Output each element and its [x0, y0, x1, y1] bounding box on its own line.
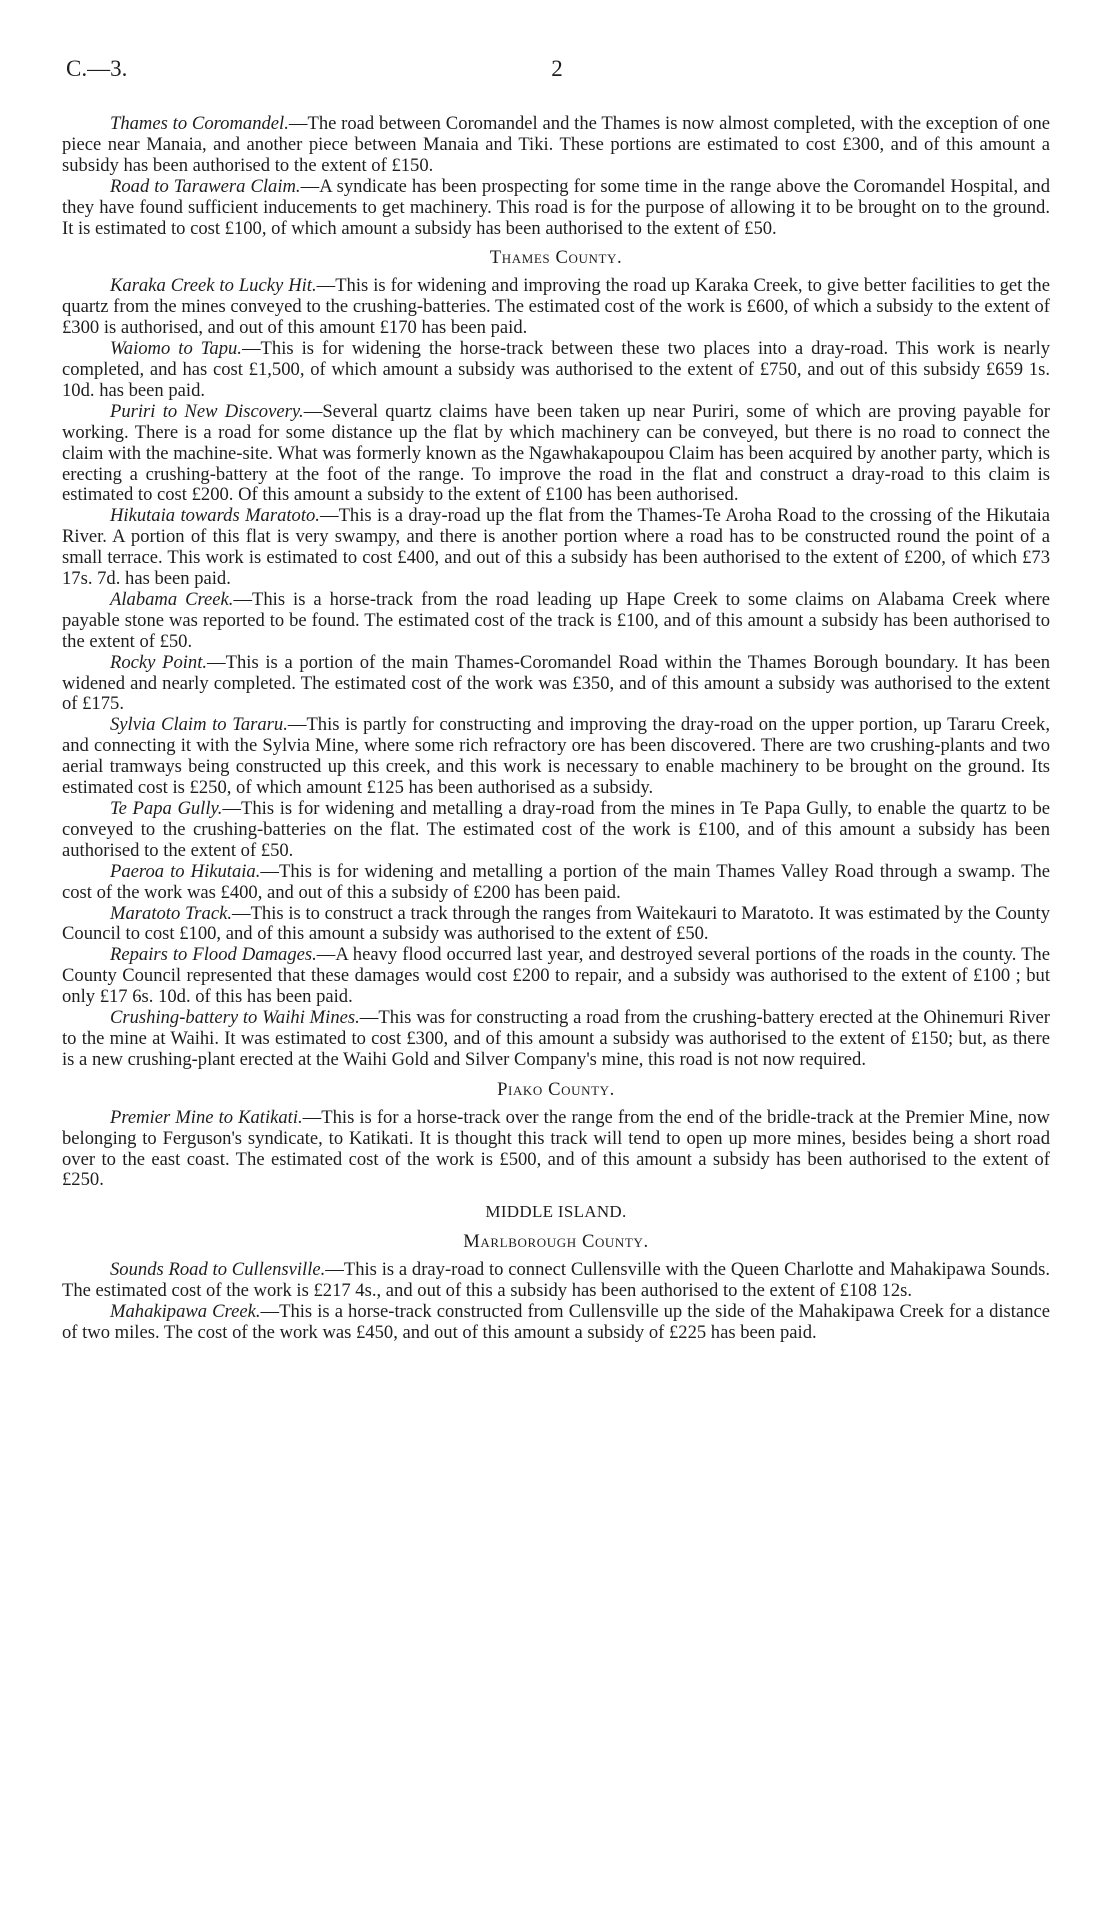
- paragraph: [62, 1302, 1050, 1344]
- paragraph: [62, 114, 1050, 177]
- paragraph: [62, 590, 1050, 653]
- paragraph: [62, 862, 1050, 904]
- paragraph-body: —This is partly for constructing and improving the dray-road on the upper portion, up Tararu Creek, and connecting it with the Sylvia Mine, where some rich refractory ore has been discovered. There are two crushing-plants and two aerial tramways being constructed up this creek, and this work is necessary to enable machinery to be brought on the ground. Its estimated cost is £250, of which amount £125 has been authorised as a subsidy.: [62, 714, 1050, 799]
- paragraph-title: Waiomo to Tapu.: [110, 338, 242, 360]
- paragraph-body: —The road between Coromandel and the Thames is now almost completed, with the exception of one piece near Manaia, and another piece between Manaia and Tiki. These portions are estimated to cost £300, and of this amount a subsidy has been authorised to the extent of £150.: [62, 113, 1050, 176]
- page-number: 2: [551, 56, 563, 81]
- paragraph-title: Thames to Coromandel.: [110, 113, 289, 134]
- paragraph-body: —A heavy flood occurred last year, and destroyed several portions of the roads in the county. The County Council represented that these damages would cost £200 to repair, and a subsidy was authorised to the extent of £100 ; but only £17 6s. 10d. of this has been paid.: [62, 944, 1050, 1008]
- paragraph-title: Paeroa to Hikutaia.: [110, 860, 261, 882]
- paragraph-title: Mahakipawa Creek.: [110, 1300, 261, 1322]
- paragraph: [62, 276, 1050, 339]
- paragraph-body: —This is a dray-road up the flat from the Thames-Te Aroha Road to the crossing of the Hikutaia River. A portion of this flat is very swampy, and there is another portion where a road has to be constructed round the point of a small terrace. This work is estimated to cost £400, and out of this a subsidy has been authorised to the extent of £200, of which £73 17s. 7d. has been paid.: [62, 505, 1051, 590]
- paragraph-body: —This is for a horse-track over the range from the end of the bridle-track at the Premier Mine, now belonging to Ferguson's syndicate, to Katikati. It is thought this track will tend to open up more mines, besides being a short road over to the east coast. The estimated cost of the work is £500, and of this amount a subsidy has been authorised to the extent of £250.: [62, 1106, 1050, 1191]
- paragraph-title: Road to Tarawera Claim.: [110, 175, 301, 197]
- section-heading: Piako County.: [497, 1078, 615, 1100]
- paragraph-title: Alabama Creek.: [110, 588, 234, 610]
- paragraph-body: —This is for widening and improving the road up Karaka Creek, to give better facilities to get the quartz from the mines conveyed to the crushing-batteries. The estimated cost of the work is £600, of which a subsidy to the extent of £300 is authorised, and out of this amount £170 has been paid.: [62, 275, 1050, 339]
- paragraph-title: Sylvia Claim to Tararu.: [110, 714, 288, 736]
- paragraph-title: Maratoto Track.: [110, 902, 232, 924]
- paragraph-body: —This is to construct a track through the ranges from Waitekauri to Maratoto. It was estimated by the County Council to cost £100, and of this amount a subsidy was authorised to the extent of £50.: [62, 902, 1050, 945]
- paragraph: [62, 799, 1050, 862]
- paragraph-body: —This is a horse-track constructed from Cullensville up the side of the Mahakipawa Creek for a distance of two miles. The cost of the work was £450, and out of this amount a subsidy of £225 has been paid.: [62, 1300, 1050, 1343]
- paragraph: [62, 715, 1050, 799]
- paragraph-body: —This is for widening and metalling a portion of the main Thames Valley Road through a swamp. The cost of the work was £400, and out of this a subsidy of £200 has been paid.: [62, 860, 1050, 903]
- paragraph: [62, 339, 1050, 402]
- paragraph-body: —This is for widening the horse-track between these two places into a dray-road. This work is nearly completed, and has cost £1,500, of which amount a subsidy was authorised to the extent of £750, and out of this subsidy £659 1s. 10d. has been paid.: [62, 338, 1050, 401]
- paragraph: [62, 904, 1050, 946]
- paragraph-title: Hikutaia towards Maratoto.: [110, 505, 320, 527]
- paragraph-body: —Several quartz claims have been taken up near Puriri, some of which are proving payable for working. There is a road for some distance up the flat by which machinery can be conveyed, but there is no road to connect the claim with the machine-site. What was formerly known as the Ngawhakapoupou Claim has been acquired by another party, which is erecting a crushing-battery at the foot of the range. To improve the road in the flat and construct a dray-road to this claim is estimated to cost £200. Of this amount a subsidy to the extent of £100 has been authorised.: [62, 400, 1050, 506]
- paragraph-title: Sounds Road to Cullensville.: [110, 1259, 326, 1281]
- section-heading: Marlborough County.: [463, 1231, 649, 1253]
- paragraph-title: Repairs to Flood Damages.: [110, 944, 317, 966]
- document-body: [62, 114, 1050, 1344]
- document-reference: C.—3.: [66, 56, 128, 81]
- paragraph: [62, 1108, 1050, 1192]
- paragraph-title: Premier Mine to Katikati.: [110, 1106, 303, 1128]
- page-header: [66, 56, 1048, 86]
- paragraph: [62, 1260, 1050, 1302]
- paragraph-body: —This is a portion of the main Thames-Coromandel Road within the Thames Borough boundary. It has been widened and nearly completed. The estimated cost of the work was £350, and of this amount a subsidy was authorised to the extent of £175.: [62, 651, 1050, 715]
- paragraph: [62, 402, 1050, 507]
- paragraph: [62, 506, 1050, 590]
- paragraph-title: Puriri to New Discovery.: [110, 400, 304, 422]
- section-heading: Thames County.: [489, 247, 623, 269]
- paragraph: [62, 177, 1050, 240]
- paragraph-body: —A syndicate has been prospecting for some time in the range above the Coromandel Hospital, and they have found sufficient inducements to get machinery. This road is for the purpose of allowing it to be brought on to the ground. It is estimated to cost £100, of which amount a subsidy has been authorised to the extent of £50.: [62, 175, 1050, 239]
- paragraph-body: —This is a horse-track from the road leading up Hape Creek to some claims on Alabama Creek where payable stone was reported to be found. The estimated cost of the track is £100, and of this amount a subsidy has been authorised to the extent of £50.: [62, 588, 1050, 652]
- paragraph: [62, 1008, 1050, 1071]
- section-heading: MIDDLE ISLAND.: [485, 1202, 627, 1222]
- paragraph: [62, 653, 1050, 716]
- paragraph-title: Rocky Point.: [110, 651, 208, 673]
- paragraph-body: —This was for constructing a road from the crushing-battery erected at the Ohinemuri River to the mine at Waihi. It was estimated to cost £300, and of this amount a subsidy was authorised to the extent of £150; but, as there is a new crushing-plant erected at the Waihi Gold and Silver Company's mine, this road is not now required.: [62, 1007, 1050, 1070]
- paragraph-title: Crushing-battery to Waihi Mines.: [110, 1007, 360, 1029]
- paragraph: [62, 945, 1050, 1008]
- paragraph-title: Karaka Creek to Lucky Hit.: [110, 275, 317, 297]
- paragraph-title: Te Papa Gully.: [110, 798, 223, 819]
- paragraph-body: —This is a dray-road to connect Cullensville with the Queen Charlotte and Mahakipawa Sounds. The estimated cost of the work is £217 4s., and out of this a subsidy has been authorised to the extent of £108 12s.: [62, 1259, 1050, 1302]
- paragraph-body: —This is for widening and metalling a dray-road from the mines in Te Papa Gully, to enable the quartz to be conveyed to the crushing-batteries on the flat. The estimated cost of the work is £100, and of this amount a subsidy has been authorised to the extent of £50.: [62, 798, 1051, 861]
